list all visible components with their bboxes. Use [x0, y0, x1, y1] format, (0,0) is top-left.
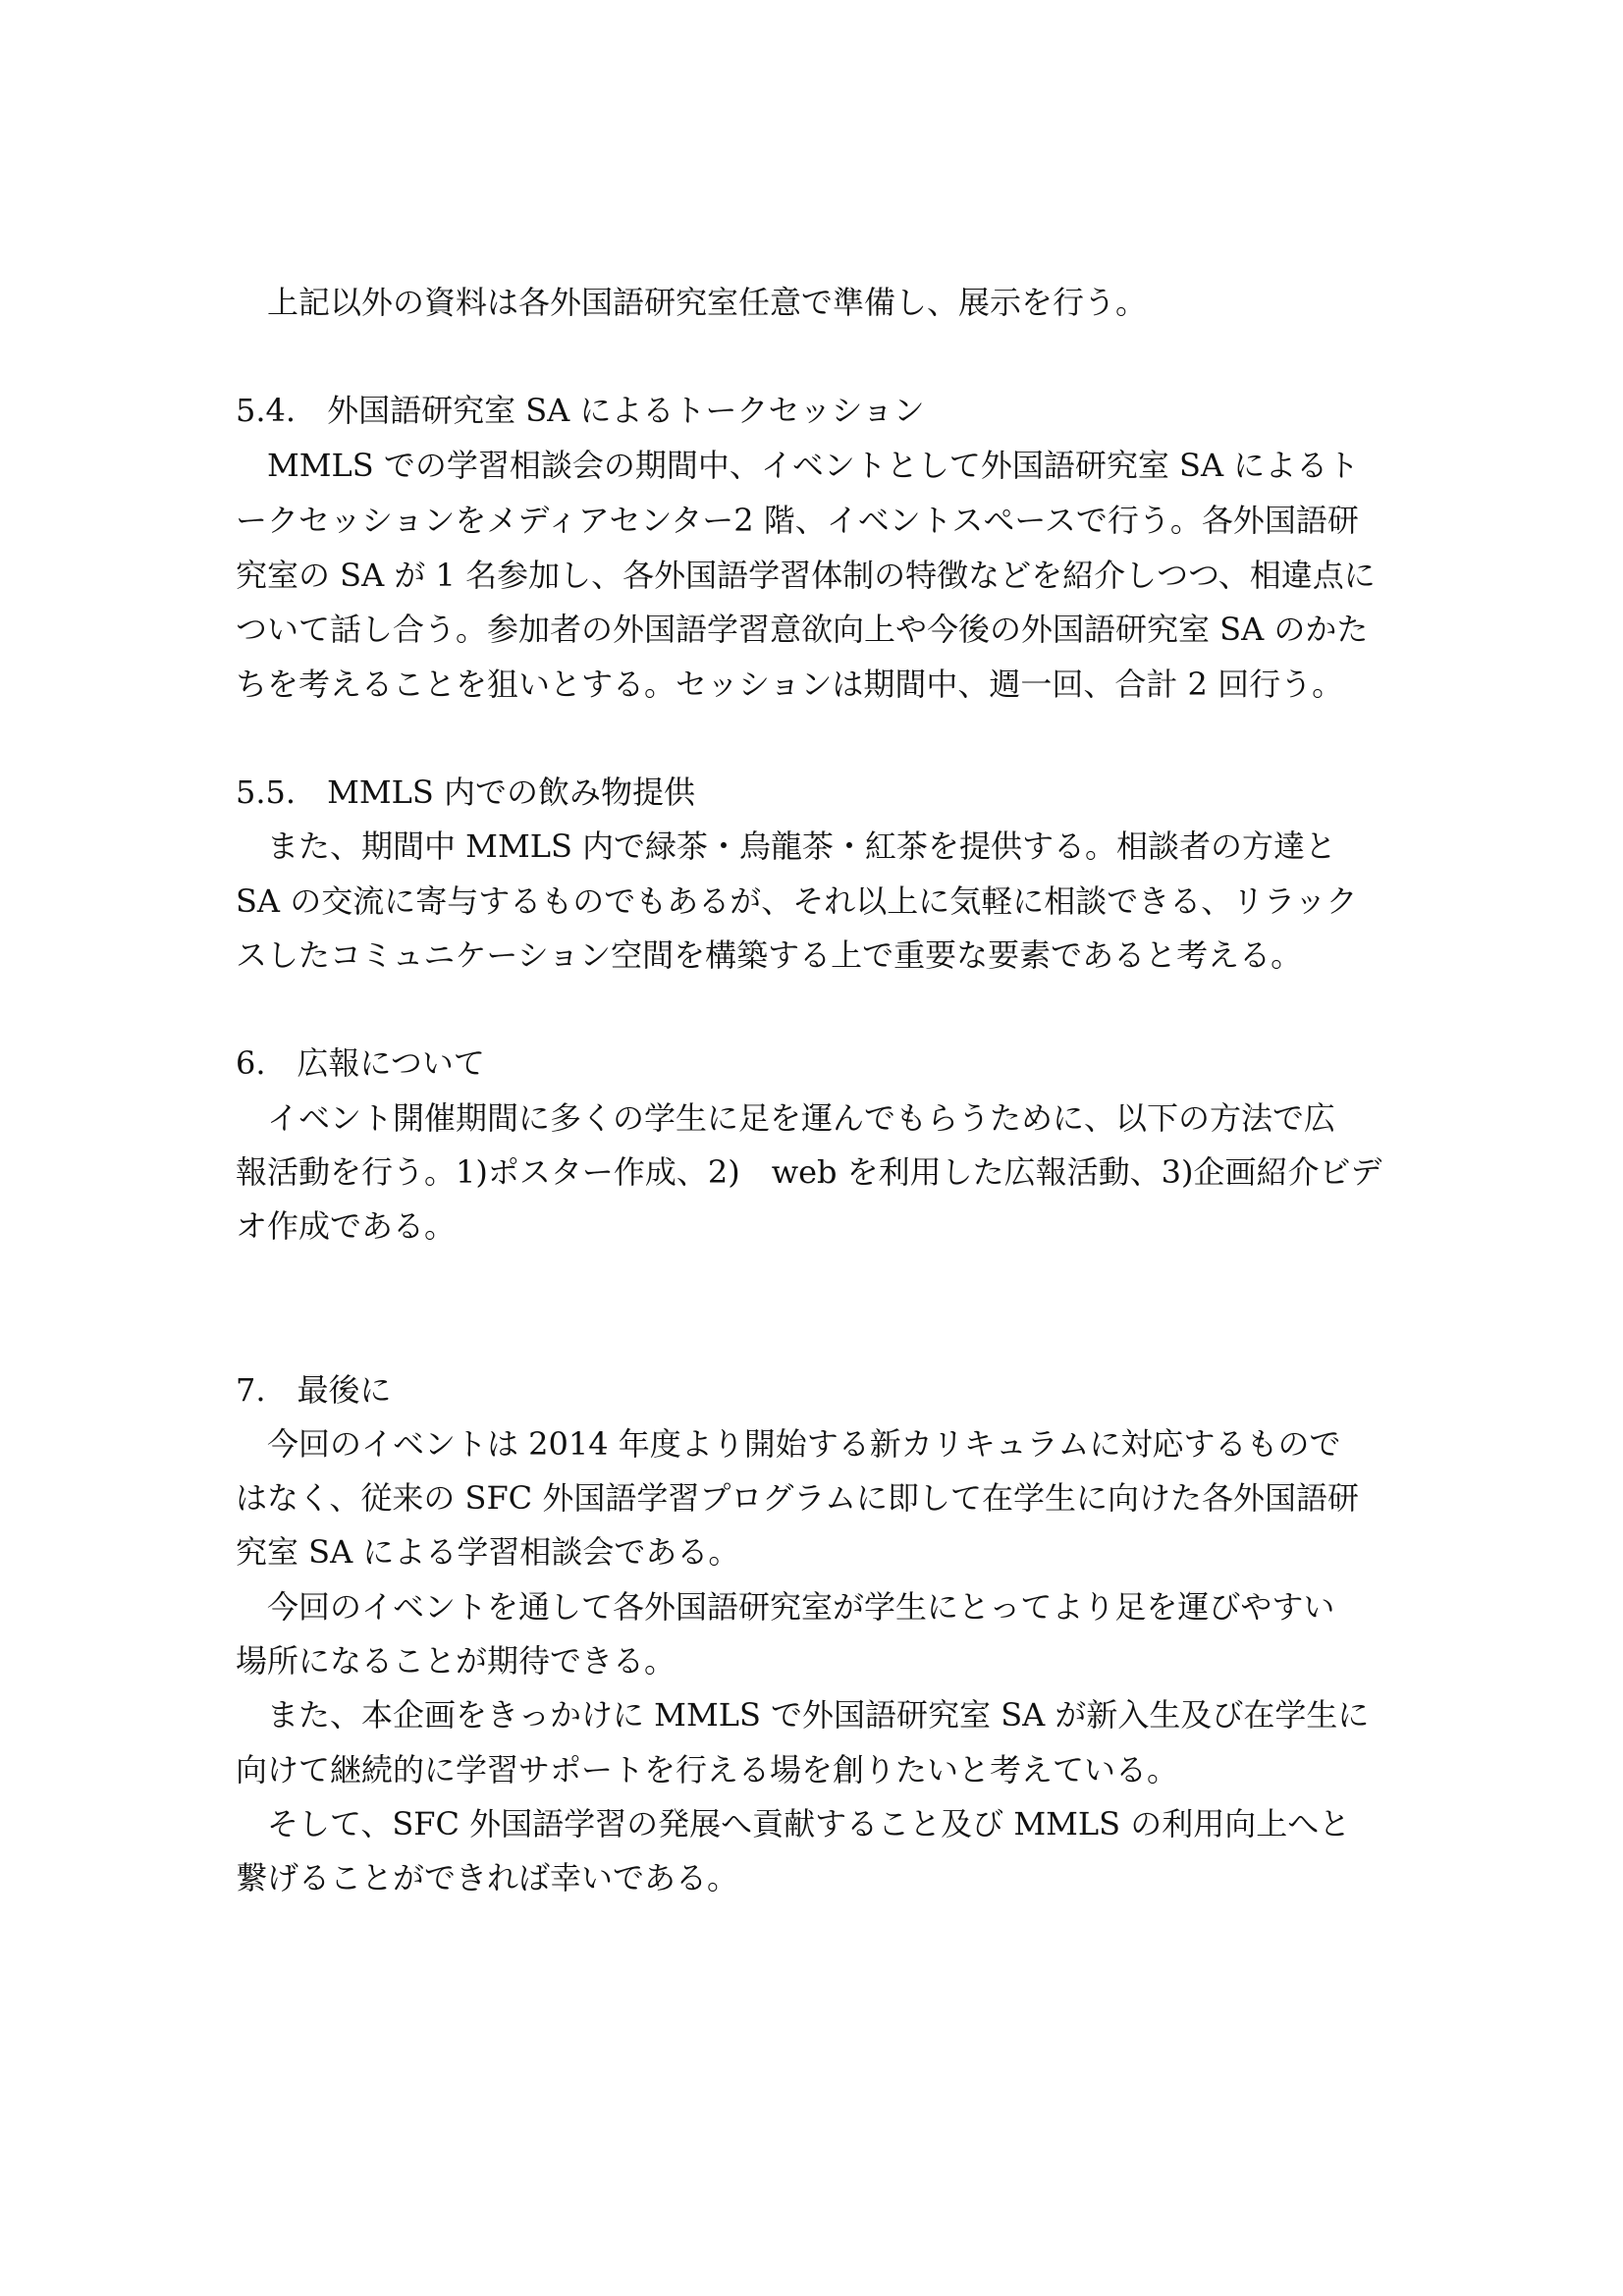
- section-5-5-line: スしたコミュニケーション空間を構築する上で重要な要素であると考える。: [236, 936, 1303, 974]
- section-7-line: 今回のイベントは 2014 年度より開始する新カリキュラムに対応するもので: [267, 1425, 1341, 1463]
- section-5-4-heading: 5.4. 外国語研究室 SA によるトークセッション: [236, 392, 925, 429]
- section-6-line: オ作成である。: [236, 1207, 457, 1245]
- section-7-heading: 7. 最後に: [236, 1371, 392, 1409]
- section-7-line: 場所になることが期待できる。: [236, 1642, 676, 1680]
- section-5-4-line: MMLS での学習相談会の期間中、イベントとして外国語研究室 SA によるト: [267, 447, 1360, 484]
- section-7-line: 究室 SA による学習相談会である。: [236, 1533, 740, 1571]
- section-7-line: 繋げることができれば幸いである。: [236, 1859, 739, 1896]
- section-5-5-line: また、期間中 MMLS 内で緑茶・烏龍茶・紅茶を提供する。相談者の方達と: [267, 828, 1337, 865]
- section-5-4-line: 究室の SA が 1 名参加し、各外国語学習体制の特徴などを紹介しつつ、相違点に: [236, 557, 1376, 594]
- section-5-4-line: ークセッションをメディアセンター2 階、イベントスペースで行う。各外国語研: [236, 502, 1359, 539]
- section-6-line: 報活動を行う。1)ポスター作成、2) web を利用した広報活動、3)企画紹介ビデ: [236, 1153, 1382, 1191]
- section-7-line: また、本企画をきっかけに MMLS で外国語研究室 SA が新入生及び在学生に: [267, 1696, 1370, 1734]
- section-5-4-line: ちを考えることを狙いとする。セッションは期間中、週一回、合計 2 回行う。: [236, 666, 1344, 703]
- section-6-line: イベント開催期間に多くの学生に足を運んでもらうために、以下の方法で広: [267, 1099, 1336, 1137]
- section-5-5-line: SA の交流に寄与するものでもあるが、それ以上に気軽に相談できる、リラック: [236, 882, 1358, 920]
- section-6-heading: 6. 広報について: [236, 1044, 485, 1082]
- section-7-line: そして、SFC 外国語学習の発展へ貢献すること及び MMLS の利用向上へと: [267, 1805, 1351, 1842]
- section-7-line: 向けて継続的に学習サポートを行える場を創りたいと考えている。: [236, 1751, 1179, 1789]
- intro-paragraph: 上記以外の資料は各外国語研究室任意で準備し、展示を行う。: [267, 284, 1148, 321]
- section-5-5-heading: 5.5. MMLS 内での飲み物提供: [236, 774, 695, 811]
- section-7-line: 今回のイベントを通して各外国語研究室が学生にとってより足を運びやすい: [267, 1588, 1335, 1626]
- section-7-line: はなく、従来の SFC 外国語学習プログラムに即して在学生に向けた各外国語研: [236, 1479, 1359, 1517]
- section-5-4-line: ついて話し合う。参加者の外国語学習意欲向上や今後の外国語研究室 SA のかた: [236, 611, 1369, 648]
